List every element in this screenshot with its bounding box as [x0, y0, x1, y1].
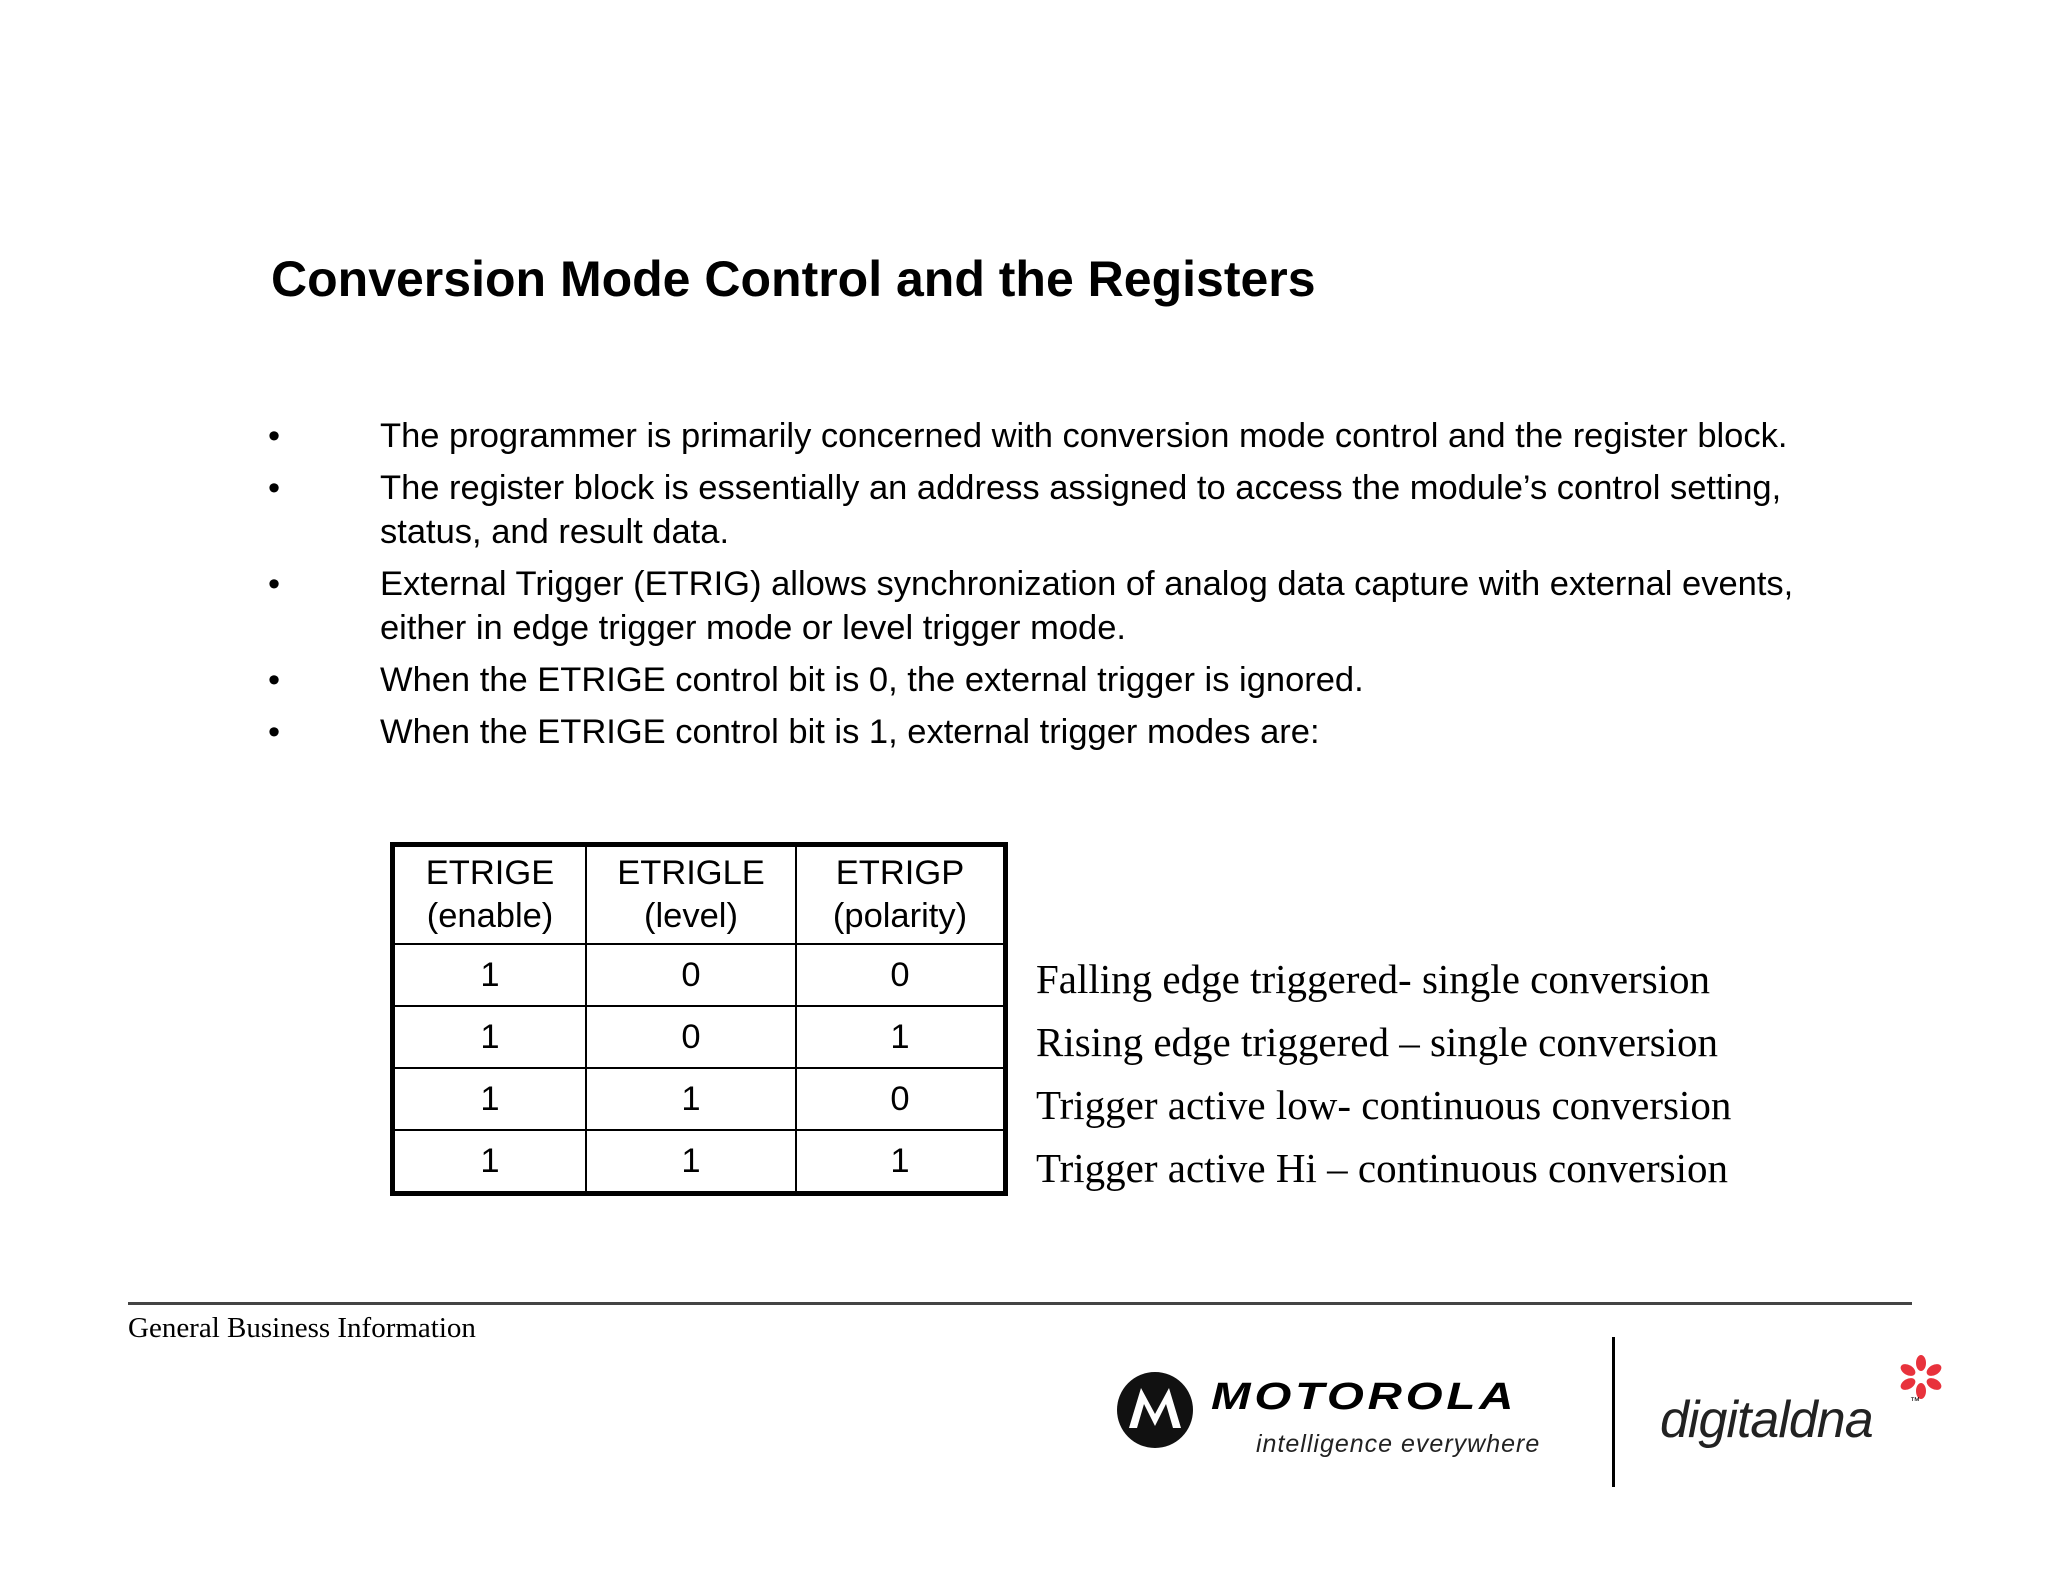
- table-cell: 1: [393, 1068, 587, 1130]
- bullet-mark: •: [268, 661, 281, 699]
- column-header-etrigle: [586, 845, 796, 945]
- bullet-item: [268, 414, 1888, 458]
- bullet-text: The programmer is primarily concerned with conversion mode control and the register block.: [380, 417, 1788, 455]
- footer-divider: [128, 1302, 1912, 1305]
- table-cell: 1: [393, 944, 587, 1006]
- table-row: [393, 1130, 1006, 1194]
- table-cell: 0: [586, 944, 796, 1006]
- table-cell: 0: [586, 1006, 796, 1068]
- table-row: [393, 1006, 1006, 1068]
- column-header-name: ETRIGP: [835, 854, 965, 892]
- mode-description: Trigger active low- continuous conversion: [1036, 1082, 1732, 1128]
- bullet-mark: •: [268, 565, 281, 603]
- column-header-etrigp: [796, 845, 1006, 945]
- mode-description-list: [1036, 948, 1731, 1200]
- bullet-text: External Trigger (ETRIG) allows synchronization of analog data capture with external events, either in edge trigger mode or level trigger mode.: [380, 565, 1794, 647]
- trigger-mode-table: [390, 842, 1008, 1196]
- bullet-item: [268, 466, 1888, 554]
- slide-title: Conversion Mode Control and the Registers: [271, 251, 1316, 307]
- table-cell: 1: [393, 1130, 587, 1194]
- mode-description: Falling edge triggered- single conversion: [1036, 956, 1711, 1002]
- bullet-list: [268, 414, 1888, 762]
- bullet-text: When the ETRIGE control bit is 0, the external trigger is ignored.: [380, 661, 1364, 699]
- bullet-item: [268, 710, 1888, 754]
- bullet-mark: •: [268, 713, 281, 751]
- column-header-etrige: [393, 845, 587, 945]
- table-cell: 0: [796, 1068, 1006, 1130]
- motorola-wordmark: MOTOROLA: [1211, 1376, 1518, 1418]
- table-header-row: [393, 845, 1006, 945]
- logo-divider: [1612, 1337, 1615, 1487]
- column-header-name: ETRIGLE: [617, 854, 765, 892]
- trademark-mark: ™: [1910, 1396, 1920, 1407]
- mode-description: Rising edge triggered – single conversion: [1036, 1019, 1719, 1065]
- bullet-mark: •: [268, 417, 281, 455]
- table-cell: 1: [796, 1006, 1006, 1068]
- motorola-batwing-icon: [1115, 1370, 1195, 1450]
- bullet-text: When the ETRIGE control bit is 1, external trigger modes are:: [380, 713, 1320, 751]
- bullet-text: The register block is essentially an address assigned to access the module’s control setting, status, and result data.: [380, 469, 1782, 551]
- table-row: [393, 944, 1006, 1006]
- dna-star-icon: [1896, 1352, 1946, 1402]
- column-header-sub: (enable): [426, 897, 554, 935]
- motorola-tagline: intelligence everywhere: [1256, 1430, 1541, 1458]
- bullet-mark: •: [268, 469, 281, 507]
- footer-classification: General Business Information: [128, 1312, 476, 1344]
- bullet-item: [268, 562, 1888, 650]
- motorola-logo: [1115, 1370, 1575, 1470]
- table-cell: 1: [586, 1130, 796, 1194]
- table-row: [393, 1068, 1006, 1130]
- table-cell: 1: [393, 1006, 587, 1068]
- digitaldna-wordmark: digitaldna: [1660, 1391, 1873, 1449]
- column-header-sub: (level): [644, 897, 738, 935]
- column-header-name: ETRIGE: [425, 854, 555, 892]
- digitaldna-logo: [1660, 1352, 1960, 1462]
- column-header-sub: (polarity): [832, 897, 968, 935]
- table-cell: 1: [586, 1068, 796, 1130]
- mode-description: Trigger active Hi – continuous conversion: [1036, 1145, 1728, 1191]
- table-cell: 0: [796, 944, 1006, 1006]
- table-cell: 1: [796, 1130, 1006, 1194]
- bullet-item: [268, 658, 1888, 702]
